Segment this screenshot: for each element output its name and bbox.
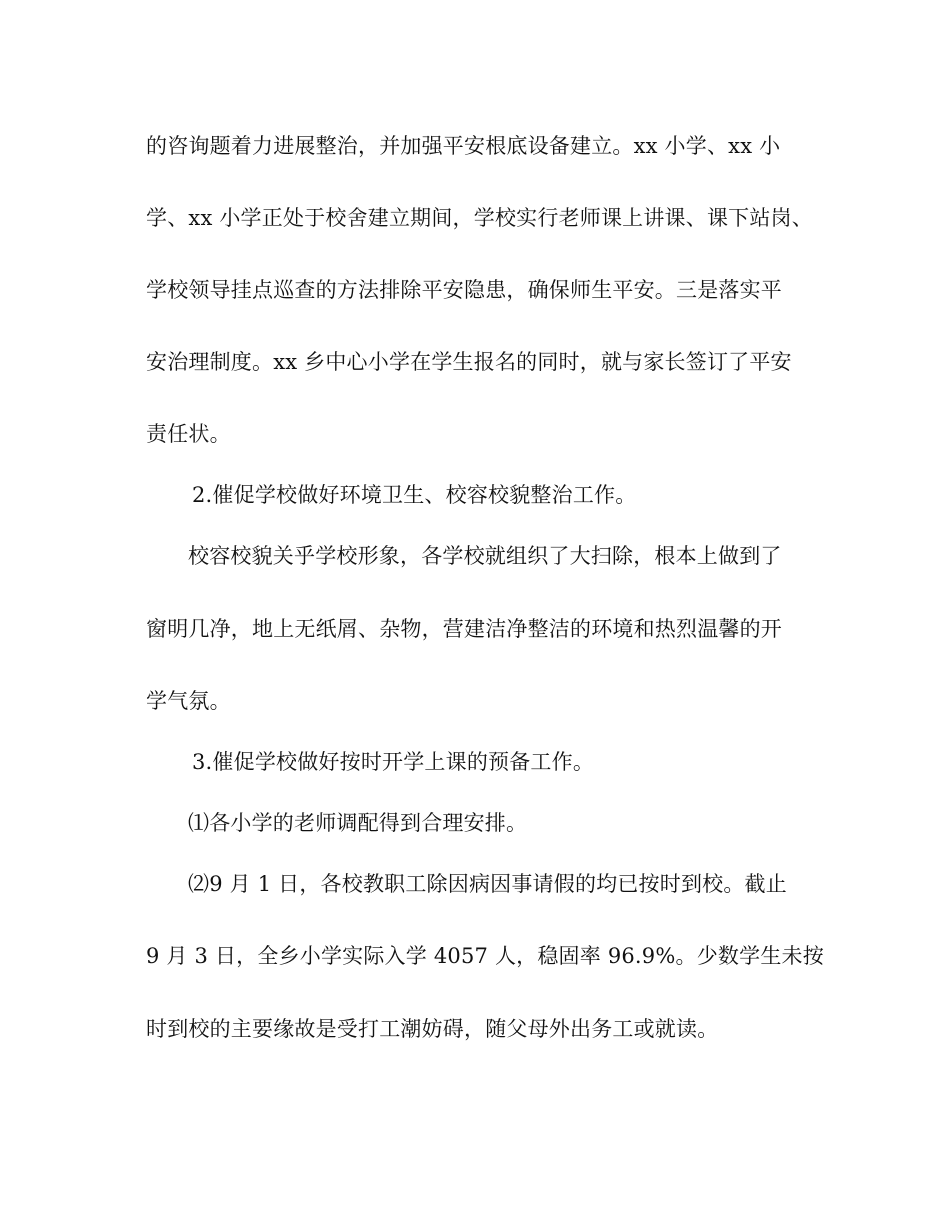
paragraph-line: 责任状。 — [146, 422, 231, 446]
paragraph-line: 学校领导挂点巡查的方法排除平安隐患，确保师生平安。三是落实平 — [146, 278, 782, 302]
paragraph-line: 的咨询题着力进展整治，并加强平安根底设备建立。xx 小学、xx 小 — [146, 134, 781, 158]
list-item: ⑴各小学的老师调配得到合理安排。 — [188, 811, 528, 835]
paragraph-line: 窗明几净，地上无纸屑、杂物，营建洁净整洁的环境和热烈温馨的开 — [146, 617, 782, 641]
paragraph-line: 时到校的主要缘故是受打工潮妨碍，随父母外出务工或就读。 — [146, 1017, 719, 1041]
section-heading: 2.催促学校做好环境卫生、校容校貌整治工作。 — [192, 483, 637, 507]
paragraph-line: 学气氛。 — [146, 689, 231, 713]
section-heading: 3.催促学校做好按时开学上课的预备工作。 — [192, 750, 595, 774]
paragraph-line: 学、xx 小学正处于校舍建立期间，学校实行老师课上讲课、课下站岗、 — [146, 206, 813, 230]
paragraph-line: 安治理制度。xx 乡中心小学在学生报名的同时，就与家长签订了平安 — [146, 350, 792, 374]
paragraph-line: 校容校貌关乎学校形象，各学校就组织了大扫除，根本上做到了 — [188, 544, 782, 568]
list-item: ⑵9 月 1 日，各校教职工除因病因事请假的均已按时到校。截止 — [188, 872, 787, 896]
paragraph-line: 9 月 3 日，全乡小学实际入学 4057 人，稳固率 96.9%。少数学生未按 — [146, 944, 824, 968]
